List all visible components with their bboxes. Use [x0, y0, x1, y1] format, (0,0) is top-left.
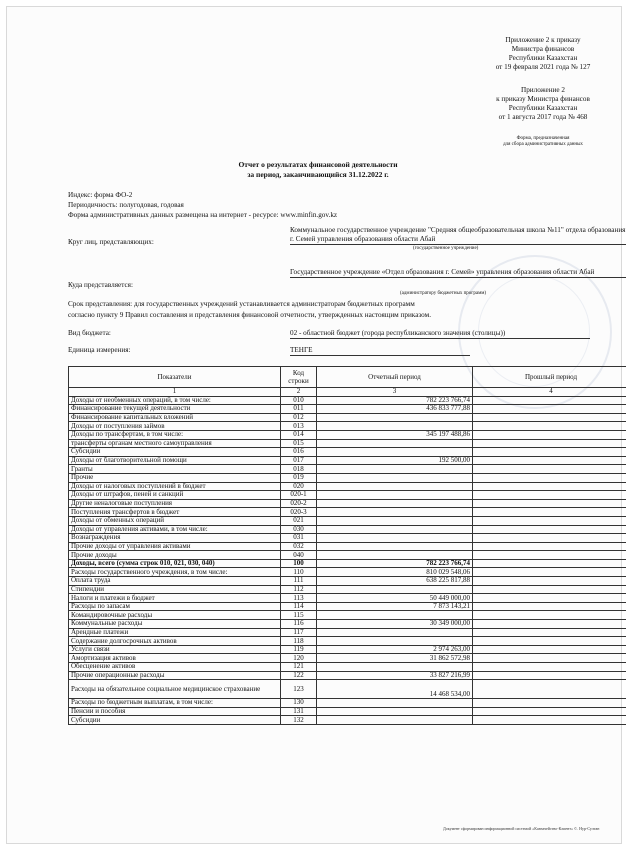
- publication-note: Форма административных данных размещена на интернет - ресурсе: www.minfin.gov.kz: [68, 211, 338, 219]
- row-previous: [473, 699, 626, 708]
- table-row: [69, 559, 626, 568]
- row-previous: [473, 568, 626, 577]
- appendix-line: Республики Казахстан: [508, 54, 578, 62]
- row-current: 436 833 777,88: [317, 405, 473, 414]
- row-code: 032: [281, 542, 317, 551]
- row-previous: [473, 680, 626, 699]
- row-code: 117: [281, 628, 317, 637]
- row-code: 019: [281, 473, 317, 482]
- row-code: 119: [281, 645, 317, 654]
- row-current: [317, 499, 473, 508]
- deadline-line-1: Срок представления: для государственных учреждений устанавливается администраторам бюджетных программ: [68, 300, 415, 308]
- row-code: 017: [281, 456, 317, 465]
- col-number: 1: [69, 388, 281, 397]
- row-current: [317, 585, 473, 594]
- header-previous: Прошлый период: [473, 367, 626, 388]
- header-code: [281, 367, 317, 388]
- col-number: 2: [281, 388, 317, 397]
- row-code: 118: [281, 637, 317, 646]
- table-row: [69, 716, 626, 725]
- row-current: 31 862 572,98: [317, 654, 473, 663]
- where-value: Государственное учреждение «Отдел образования г. Семей» управления образования области Абай: [290, 268, 626, 278]
- row-previous: [473, 430, 626, 439]
- row-name: трансферты органам местного самоуправления: [69, 439, 281, 448]
- table-row: [69, 568, 626, 577]
- row-code: 111: [281, 577, 317, 586]
- circle-value: Коммунальное государственное учреждение "Средняя общеобразовательная школа №11" отдела образования г. Семей управления образования области Абай: [290, 226, 626, 245]
- row-current: [317, 473, 473, 482]
- footer-note: Документ сформирован информационной системой «Казначейство-Клиент» ©. Нур-Султан: [443, 826, 600, 831]
- row-name: Доходы от штрафов, пеней и санкций: [69, 491, 281, 500]
- row-code: 031: [281, 534, 317, 543]
- row-previous: [473, 491, 626, 500]
- row-current: [317, 663, 473, 672]
- row-current: 7 873 143,21: [317, 602, 473, 611]
- row-current: [317, 542, 473, 551]
- row-name: Амортизация активов: [69, 654, 281, 663]
- row-name: Поступления трансфертов в бюджет: [69, 508, 281, 517]
- row-code: 100: [281, 559, 317, 568]
- row-previous: [473, 551, 626, 560]
- table-row: [69, 396, 626, 405]
- row-previous: [473, 516, 626, 525]
- row-code: 132: [281, 716, 317, 725]
- row-current: [317, 611, 473, 620]
- appendix-block-2: [458, 86, 626, 122]
- table-row: [69, 645, 626, 654]
- row-previous: [473, 448, 626, 457]
- row-code: 131: [281, 707, 317, 716]
- table-row: [69, 577, 626, 586]
- row-name: Коммунальные расходы: [69, 620, 281, 629]
- table-row: [69, 465, 626, 474]
- row-name: Гранты: [69, 465, 281, 474]
- table-row: [69, 508, 626, 517]
- table-row: [69, 663, 626, 672]
- row-name: Доходы по трансфертам, в том числе:: [69, 430, 281, 439]
- row-current: 810 029 548,06: [317, 568, 473, 577]
- row-previous: [473, 396, 626, 405]
- row-code: 016: [281, 448, 317, 457]
- row-previous: [473, 611, 626, 620]
- row-name: Прочие: [69, 473, 281, 482]
- row-current: [317, 482, 473, 491]
- table-row: [69, 491, 626, 500]
- row-code: 114: [281, 602, 317, 611]
- row-current: [317, 637, 473, 646]
- appendix-block-1: [458, 36, 626, 72]
- row-code: 020-2: [281, 499, 317, 508]
- col-number: 3: [317, 388, 473, 397]
- row-name: Услуги связи: [69, 645, 281, 654]
- row-code: 123: [281, 680, 317, 699]
- row-current: 638 225 817,88: [317, 577, 473, 586]
- table-row: [69, 680, 626, 699]
- row-name: Расходы государственного учреждения, в том числе:: [69, 568, 281, 577]
- table-row: [69, 413, 626, 422]
- table-row: [69, 628, 626, 637]
- table-row: [69, 551, 626, 560]
- row-name: Налоги и платежи в бюджет: [69, 594, 281, 603]
- row-current: 50 449 000,00: [317, 594, 473, 603]
- row-previous: [473, 594, 626, 603]
- table-numbering-row: [69, 388, 626, 397]
- row-code: 122: [281, 671, 317, 680]
- row-previous: [473, 542, 626, 551]
- budget-value: 02 - областной бюджет (города республиканского значения (столицы)): [290, 329, 590, 339]
- row-previous: [473, 663, 626, 672]
- row-name: Доходы, всего (сумма строк 010, 021, 030, 040): [69, 559, 281, 568]
- table-row: [69, 699, 626, 708]
- row-code: 020: [281, 482, 317, 491]
- row-previous: [473, 654, 626, 663]
- row-current: 14 468 534,00: [317, 680, 473, 699]
- row-code: 021: [281, 516, 317, 525]
- appendix-line: от 1 августа 2017 года № 468: [498, 113, 588, 121]
- row-current: 782 223 766,74: [317, 559, 473, 568]
- row-name: Субсидии: [69, 448, 281, 457]
- row-name: Обесценение активов: [69, 663, 281, 672]
- appendix-line: Республики Казахстан: [508, 104, 578, 112]
- row-current: 2 974 263,00: [317, 645, 473, 654]
- row-code: 110: [281, 568, 317, 577]
- row-current: 33 827 216,99: [317, 671, 473, 680]
- col-number: 4: [473, 388, 626, 397]
- row-previous: [473, 482, 626, 491]
- row-name: Содержание долгосрочных активов: [69, 637, 281, 646]
- table-row: [69, 405, 626, 414]
- row-current: 192 500,00: [317, 456, 473, 465]
- table-row: [69, 585, 626, 594]
- form-note-line: Форма, предназначенная: [516, 136, 570, 141]
- row-previous: [473, 422, 626, 431]
- row-previous: [473, 637, 626, 646]
- periodicity: Периодичность: полугодовая, годовая: [68, 201, 184, 209]
- table-row: [69, 620, 626, 629]
- row-current: [317, 534, 473, 543]
- row-name: Доходы от поступления займов: [69, 422, 281, 431]
- row-current: 782 223 766,74: [317, 396, 473, 405]
- row-name: Субсидии: [69, 716, 281, 725]
- table-row: [69, 430, 626, 439]
- row-previous: [473, 499, 626, 508]
- table-row: [69, 525, 626, 534]
- appendix-line: Приложение 2 к приказу: [505, 36, 581, 44]
- row-previous: [473, 671, 626, 680]
- row-current: 30 349 000,00: [317, 620, 473, 629]
- unit-label: Единица измерения:: [68, 346, 131, 354]
- row-code: 020-3: [281, 508, 317, 517]
- header-code-text: Код строки: [288, 369, 309, 385]
- row-current: [317, 439, 473, 448]
- circle-note: (государственное учреждение): [413, 246, 479, 251]
- table-row: [69, 473, 626, 482]
- table-row: [69, 671, 626, 680]
- table-row: [69, 422, 626, 431]
- row-previous: [473, 585, 626, 594]
- row-current: [317, 707, 473, 716]
- row-name: Арендные платежи: [69, 628, 281, 637]
- appendix-line: Приложение 2: [521, 86, 565, 94]
- row-current: [317, 413, 473, 422]
- deadline-line-2: согласно пункту 9 Правил составления и представления финансовой отчетности, утвержденных настоящим приказом.: [68, 311, 431, 319]
- row-previous: [473, 645, 626, 654]
- budget-label: Вид бюджета:: [68, 329, 111, 337]
- row-current: [317, 525, 473, 534]
- row-name: Командировочные расходы: [69, 611, 281, 620]
- table-row: [69, 594, 626, 603]
- appendix-line: к приказу Министра финансов: [496, 95, 590, 103]
- row-current: [317, 491, 473, 500]
- row-code: 013: [281, 422, 317, 431]
- table-row: [69, 542, 626, 551]
- row-name: Вознаграждения: [69, 534, 281, 543]
- row-previous: [473, 620, 626, 629]
- row-code: 012: [281, 413, 317, 422]
- table-row: [69, 611, 626, 620]
- row-name: Стипендии: [69, 585, 281, 594]
- row-current: [317, 448, 473, 457]
- row-current: [317, 508, 473, 517]
- table-row: [69, 534, 626, 543]
- row-code: 040: [281, 551, 317, 560]
- row-previous: [473, 716, 626, 725]
- form-index: Индекс: форма ФО-2: [68, 191, 133, 199]
- header-current: Отчетный период: [317, 367, 473, 388]
- row-name: Прочие доходы: [69, 551, 281, 560]
- table-row: [69, 516, 626, 525]
- row-name: Финансирование капитальных вложений: [69, 413, 281, 422]
- row-current: [317, 628, 473, 637]
- table-row: [69, 456, 626, 465]
- row-code: 020-1: [281, 491, 317, 500]
- row-current: [317, 516, 473, 525]
- table-row: [69, 499, 626, 508]
- row-name: Доходы от необменных операций, в том числе:: [69, 396, 281, 405]
- header-indicators: Показатели: [69, 367, 281, 388]
- row-previous: [473, 707, 626, 716]
- row-name: Доходы от обменных операций: [69, 516, 281, 525]
- row-current: [317, 551, 473, 560]
- row-current: [317, 716, 473, 725]
- title-line: за период, заканчивающийся 31.12.2022 г.: [247, 169, 389, 179]
- row-code: 030: [281, 525, 317, 534]
- row-previous: [473, 602, 626, 611]
- row-name: Финансирование текущей деятельности: [69, 405, 281, 414]
- table-header-row: [69, 367, 626, 388]
- row-name: Прочие доходы от управления активами: [69, 542, 281, 551]
- row-code: 120: [281, 654, 317, 663]
- row-code: 113: [281, 594, 317, 603]
- form-note: [458, 136, 626, 148]
- row-name: Расходы на обязательное социальное медицинское страхование: [69, 680, 281, 699]
- appendix-line: Министра финансов: [511, 45, 575, 53]
- row-previous: [473, 559, 626, 568]
- table-row: [69, 654, 626, 663]
- row-previous: [473, 405, 626, 414]
- document: [28, 0, 626, 846]
- row-name: Доходы от управления активами, в том числе:: [69, 525, 281, 534]
- row-code: 121: [281, 663, 317, 672]
- form-note-line: для сбора административных данных: [503, 142, 583, 147]
- table-row: [69, 707, 626, 716]
- financial-results-table: [68, 366, 626, 725]
- row-code: 018: [281, 465, 317, 474]
- row-name: Доходы от налоговых поступлений в бюджет: [69, 482, 281, 491]
- table-row: [69, 482, 626, 491]
- row-code: 115: [281, 611, 317, 620]
- appendix-line: от 19 февраля 2021 года № 127: [495, 63, 591, 71]
- row-previous: [473, 577, 626, 586]
- row-previous: [473, 439, 626, 448]
- row-previous: [473, 628, 626, 637]
- unit-value: ТЕНГЕ: [290, 346, 470, 356]
- row-current: [317, 465, 473, 474]
- report-title: [208, 160, 428, 179]
- row-name: Прочие операционные расходы: [69, 671, 281, 680]
- row-current: [317, 699, 473, 708]
- row-name: Расходы по запасам: [69, 602, 281, 611]
- row-current: 345 197 488,86: [317, 430, 473, 439]
- row-name: Доходы от благотворительной помощи: [69, 456, 281, 465]
- row-code: 015: [281, 439, 317, 448]
- row-name: Расходы по бюджетным выплатам, в том числе:: [69, 699, 281, 708]
- row-name: Оплата труда: [69, 577, 281, 586]
- row-code: 112: [281, 585, 317, 594]
- circle-label: Круг лиц, представляющих:: [68, 238, 154, 246]
- table-row: [69, 448, 626, 457]
- row-code: 014: [281, 430, 317, 439]
- where-label: Куда представляется:: [68, 281, 133, 289]
- row-previous: [473, 473, 626, 482]
- row-name: Другие неналоговые поступления: [69, 499, 281, 508]
- row-previous: [473, 465, 626, 474]
- row-code: 130: [281, 699, 317, 708]
- table-row: [69, 602, 626, 611]
- row-previous: [473, 534, 626, 543]
- row-code: 011: [281, 405, 317, 414]
- title-line: Отчет о результатах финансовой деятельности: [238, 160, 398, 169]
- row-previous: [473, 456, 626, 465]
- row-previous: [473, 508, 626, 517]
- table-row: [69, 439, 626, 448]
- row-code: 116: [281, 620, 317, 629]
- row-current: [317, 422, 473, 431]
- row-code: 010: [281, 396, 317, 405]
- row-previous: [473, 525, 626, 534]
- table-row: [69, 637, 626, 646]
- row-previous: [473, 413, 626, 422]
- row-name: Пенсии и пособия: [69, 707, 281, 716]
- where-note: (администратору бюджетных программ): [400, 291, 487, 296]
